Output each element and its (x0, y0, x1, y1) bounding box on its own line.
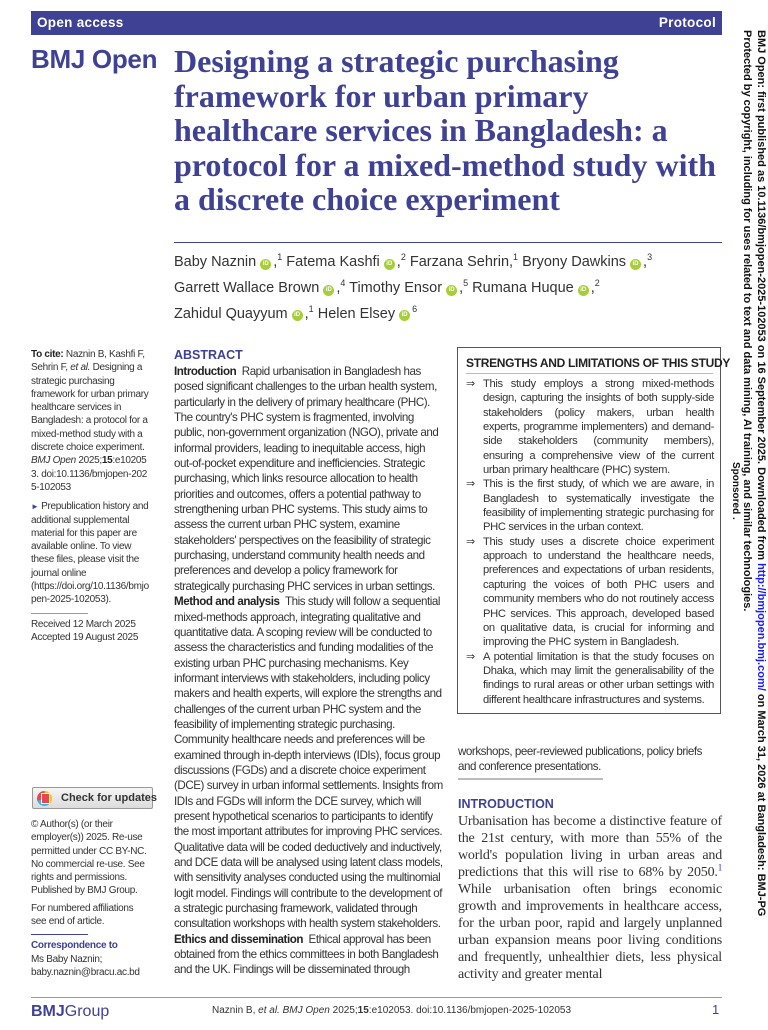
abstract-introduction (174, 364, 446, 594)
author-list (174, 247, 722, 324)
check-for-updates-button[interactable] (32, 787, 157, 809)
affiliations-note: For numbered affiliations see end of article. (31, 902, 134, 928)
strength-item (466, 377, 714, 477)
author-name[interactable]: Garrett Wallace Brown (174, 279, 320, 296)
footer-volume: 15 (357, 1005, 369, 1016)
article-title: Designing a strategic purchasing framework for urban primary healthcare services in Bangladesh: a protocol for a mixed-method study with a discrete choice experiment (174, 43, 716, 217)
reference-link[interactable]: 1 (717, 862, 722, 873)
margin-line-2 (740, 30, 753, 611)
cite-journal: BMJ Open (31, 455, 76, 467)
abstract-end-divider (458, 778, 603, 780)
page-number: 1 (712, 1002, 720, 1017)
double-arrow-icon: ⇒ (466, 535, 476, 548)
affiliation-number: 1 (308, 303, 314, 314)
strength-text: This is the first study, of which we are aware, in Bangladesh to systematically investigate the feasibility of implementing strategic purchasing for PHC services in the urban context. (483, 478, 714, 534)
introduction-heading: INTRODUCTION (458, 796, 554, 811)
sidebar-top (31, 348, 151, 644)
prepub-text[interactable]: Prepublication history and additional supplemental material for this paper are available online. To view these files, please visit the journal online (https://doi.org/10.1136/bmjopen-2025-102053). (31, 501, 149, 606)
author-name[interactable]: Fatema Kashfi (286, 253, 380, 270)
orcid-icon[interactable]: iD (292, 310, 303, 321)
correspondence-block (31, 939, 151, 979)
footer-divider (31, 997, 722, 998)
affiliation-number: 3 (647, 252, 653, 262)
intro-text: Rapid urbanisation in Bangladesh has posed significant challenges to the urban health system, particularly in the delivery of primary healthcare (PHC). The country's PHC system is fragmented, involving public, non-government organization (NGO), private and informal providers, leading to inequitable access, high out-of-pocket expenditure and inefficiencies. Strategic purchasing, which links resource allocation to health priorities and outcomes, offers a potential pathway to strengthening urban PHC systems. This study aims to assess the current urban PHC system, examine stakeholders' perspectives on the feasibility of strategic purchasing, understand community health needs and preferences and develop a policy framework for strategically purchasing PHC services in urban settings. (174, 365, 439, 593)
sidebar-divider (31, 613, 88, 614)
ethics-label: Ethics and dissemination (174, 932, 303, 946)
cite-volume: 15 (101, 455, 113, 467)
abstract (174, 348, 446, 978)
author-separator: , (273, 253, 278, 270)
strength-text: This study employs a strong mixed-methods design, capturing the insights of both supply-side stakeholders (policy makers, urban health experts, programme implementers) and demand-side stakeholders (community members), ensuring a comprehensive view of the current urban primary healthcare (PHC) system. (483, 378, 714, 477)
orcid-icon[interactable]: iD (578, 285, 589, 296)
abstract-heading: ABSTRACT (174, 348, 243, 362)
strength-text: A potential limitation is that the study focuses on Dhaka, which may limit the generalisability of the findings to rural areas or other urban settings with different healthcare infrastructures and systems. (483, 650, 714, 706)
open-access-label: Open access (37, 15, 124, 30)
journal-logo[interactable]: BMJ Open (31, 44, 158, 74)
cite-label: To cite: (31, 349, 64, 360)
author-separator: , (643, 253, 648, 270)
footer-authors: Naznin B, (212, 1005, 256, 1016)
author-name[interactable]: Helen Elsey (317, 305, 396, 322)
author-name[interactable]: Rumana Huque (472, 279, 574, 296)
right-column (457, 347, 731, 983)
cite-doi[interactable]: :e102053. doi:10.1136/bmjopen-2025-102053 (31, 455, 147, 493)
title-divider (174, 242, 722, 243)
author-name[interactable]: Zahidul Quayyum (174, 305, 288, 322)
header-bar (31, 11, 722, 35)
affiliation-number: 2 (400, 252, 406, 262)
sidebar-bottom (31, 787, 157, 979)
orcid-icon[interactable]: iD (446, 285, 457, 296)
dates-block (31, 618, 151, 645)
method-label: Method and analysis (174, 595, 280, 609)
orcid-icon[interactable]: iD (399, 310, 410, 321)
box-heading: STRENGTHS AND LIMITATIONS OF THIS STUDY (466, 356, 713, 374)
strengths-limitations-box (457, 347, 731, 714)
copyright-note: © Author(s) (or their employer(s)) 2025. Re-use permitted under CC BY-NC. No commercial re-use. See rights and permissions. Published by BMJ Group. (31, 819, 147, 897)
affiliation-number: 2 (594, 277, 600, 288)
intro-label: Introduction (174, 365, 237, 378)
footer-doi: :e102053. doi:10.1136/bmjopen-2025-102053 (368, 1005, 572, 1016)
strength-text: This study uses a discrete choice experiment approach to understand the healthcare needs, preferences and expectations of urban residents, capturing the voices of both PHC users and community members who do not routinely access PHC services. This approach, developed based on qualitative data, is crucial for informing and improving the PHC system in Bangladesh. (483, 535, 714, 649)
affiliation-number: 6 (412, 303, 418, 314)
sponsored-label: Sponsored . (730, 462, 741, 520)
orcid-icon[interactable]: iD (323, 285, 334, 296)
crossmark-icon (37, 791, 52, 806)
cite-text: Naznin B, Kashfi F, Sehrin F, (31, 349, 145, 374)
introduction-text (458, 813, 722, 984)
author-name[interactable]: Bryony Dawkins (522, 253, 627, 270)
author-name[interactable]: Baby Naznin (174, 253, 257, 270)
correspondence-email[interactable]: baby.naznin@bracu.ac.bd (31, 966, 140, 978)
affiliation-number: 1 (277, 252, 283, 262)
affiliation-number: 4 (340, 277, 346, 288)
accepted-date: Accepted 19 August 2025 (31, 631, 139, 643)
author-name[interactable]: Farzana Sehrin (409, 253, 510, 270)
author-separator: , (459, 279, 464, 296)
article-type-label: Protocol (658, 15, 716, 30)
footer-citation (212, 1004, 571, 1017)
citation-block (31, 348, 151, 494)
author-name[interactable]: Timothy Ensor (349, 279, 443, 296)
logo-light: Group (64, 1003, 110, 1020)
intro-para-1: Urbanisation has become a distinctive feature of the 21st century, with more than 55% of the world's population living in urban areas and predictions that this will rise to 68% by 2050. (458, 813, 722, 880)
check-updates-label: Check for updates (61, 792, 157, 804)
cite-year: 2025; (78, 455, 102, 467)
strength-item (466, 535, 714, 650)
double-arrow-icon: ⇒ (466, 650, 476, 663)
author-separator: , (396, 253, 401, 270)
author-separator: , (509, 253, 514, 270)
double-arrow-icon: ⇒ (466, 378, 476, 390)
cite-title: Designing a strategic purchasing framework for urban primary healthcare services in Bangladesh: a protocol for a mixed-method study with a discrete choice experiment. (31, 362, 149, 454)
cite-etal: et al. (70, 362, 91, 374)
margin-text-b: on March 31, 2026 at Bangladesh: BMJ-PG (755, 690, 767, 917)
margin-line-1 (754, 30, 767, 916)
strength-item (466, 650, 714, 707)
triangle-icon: ► (31, 502, 39, 512)
double-arrow-icon: ⇒ (466, 478, 476, 491)
orcid-icon[interactable]: iD (630, 259, 641, 270)
footer-etal: et al. (258, 1005, 280, 1016)
footer-year: 2025; (332, 1005, 358, 1016)
method-text: This study will follow a sequential mixed-methods approach, integrating qualitative and quantitative data. A scoping review will be conducted to assess the characteristics and funding modalities of the existing urban PHC purchasing mechanisms. Key informant interviews with stakeholders, including policy makers and health experts, will explore the strengths and challenges of the current urban PHC system and the feasibility of implementing strategic purchasing. Community healthcare needs and preferences will be examined through in-depth interviews (IDIs), focus group discussions (FGDs) and a discrete choice experiment (DCE) survey in urban informal settlements. Insights from IDIs and FGDs will inform the DCE survey, which will present hypothetical scenarios to participants to identify the most important attributes for improving PHC services. Qualitative data will be coded deductively and inductively, and DCE data will be analysed using latent class models, with sensitivity analyses conducted using the multinomial logit model. Findings will contribute to the development of a strategic purchasing framework, validated through consultation workshops with health system stakeholders. (174, 595, 443, 931)
bmj-group-logo (31, 1003, 109, 1021)
ethics-text: Ethical approval has been obtained from the ethics committees in both Bangladesh and the UK. Findings will be disseminated through (174, 932, 439, 977)
affiliation-number: 5 (463, 277, 469, 288)
orcid-icon[interactable]: iD (384, 259, 395, 270)
orcid-icon[interactable]: iD (260, 259, 271, 270)
author-separator: , (590, 279, 595, 296)
abstract-ethics (174, 932, 446, 978)
intro-para-2: While urbanisation often brings economic growth and improvements in healthcare access, for the urban poor, rapid and largely unplanned urban expansion means poor living conditions and frequently, unhealthier diets, less physical activity and greater mental (458, 881, 722, 983)
author-separator: , (336, 279, 341, 296)
logo-bold: BMJ (31, 1003, 65, 1020)
strengths-list (458, 377, 720, 707)
margin-text-a: BMJ Open: first published as 10.1136/bmjopen-2025-102053 on 16 September 2025. Downloaded from (755, 30, 767, 564)
received-date: Received 12 March 2025 (31, 618, 136, 630)
bmjopen-link[interactable]: http://bmjopen.bmj.com/ (755, 563, 767, 691)
correspondence-divider (31, 934, 88, 935)
correspondence-name: Ms Baby Naznin; (31, 953, 103, 965)
abstract-method (174, 594, 446, 932)
margin-text-c: Protected by copyright, including for uses related to text and data mining, AI training, and similar technologies. (741, 30, 753, 612)
strength-item (466, 477, 714, 534)
correspondence-label: Correspondence to (31, 940, 118, 952)
abstract-continued: workshops, peer-reviewed publications, policy briefs and conference presentations. (458, 744, 703, 774)
footer-journal: BMJ Open (282, 1005, 330, 1016)
author-separator: , (304, 305, 309, 322)
affiliation-number: 1 (513, 252, 519, 262)
prepub-note (31, 500, 151, 606)
